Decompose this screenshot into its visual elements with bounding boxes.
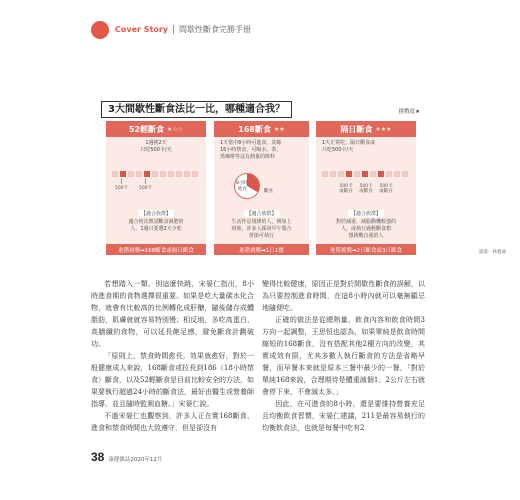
section-subtitle: 間歇性斷食完勝手冊 <box>178 25 251 34</box>
day-cell-fast <box>144 171 150 177</box>
day-cell <box>128 171 134 177</box>
fit-group-text <box>322 219 410 240</box>
calorie-annotation <box>376 184 396 194</box>
calorie-label: 500卡 <box>359 184 373 189</box>
desc-line: 只吃500卡/天 <box>140 147 172 153</box>
calorie-note: 或斷食 <box>359 189 373 194</box>
page-number: 38 <box>91 450 105 464</box>
infographic-title: 3大間歇性斷食法比一比，哪種適合我？ <box>101 101 292 118</box>
fit-line: 對於減重、減脂動機較強的 <box>335 219 396 225</box>
fit-line: 人，或執行過輕斷食想 <box>340 226 391 232</box>
day-cell <box>184 171 190 177</box>
fit-group-tag: 【適合族群】 <box>348 210 384 217</box>
day-cell <box>152 171 158 177</box>
calorie-note: 或斷食 <box>379 189 393 194</box>
day-cell <box>176 171 182 177</box>
day-cell <box>330 171 336 177</box>
day-cell <box>354 171 360 177</box>
card-header <box>106 121 206 137</box>
pie-label-eat: 8小時 <box>236 181 248 186</box>
card-footer: 進階挑戰➡2日斷食或3日斷食 <box>316 244 416 255</box>
card-header <box>316 121 416 137</box>
page-footer <box>91 450 162 464</box>
day-cell-fast <box>378 171 384 177</box>
calorie-label: 500卡 <box>339 184 353 189</box>
card-title: 隔日斷食 <box>340 124 373 134</box>
fit-group-tag: 【適合族群】 <box>243 210 279 217</box>
day-cell <box>386 171 392 177</box>
paragraph: 變得比較健康，原因正是對於間歇性斷食的誤解，以為只要控制進食時間，在這8小時內就可以毫無顧忌地隨便吃。 <box>262 280 425 312</box>
desc-line: 1週挑2天 <box>145 140 167 146</box>
calorie-label: 500卡 <box>115 186 129 191</box>
paragraph: 若想踏入一類、別這麼快跳，宋晏仁指出，8小時進食期的食物選擇很重要。如果是吃大量碳水化合物，就會有比較高的比例轉化成肝醣，隨後儲存成體脂肪，肌膚就就容易特別慢；相反地，多吃高蛋白、高膳纖的食物，可以延長飽足感，避免斷食計劃破功。 <box>91 280 254 348</box>
card-description <box>316 137 416 154</box>
paragraph: 因此，在可進食的8小時，還是要維持營養充足且均衡飲食習慣，宋晏仁建議，211是最容易執行的均衡飲食法，也就是每餐中吃有2 <box>262 400 425 432</box>
fit-line: 人，1週只要選2天少吃 <box>130 226 182 232</box>
card-description <box>106 137 206 154</box>
magazine-logo-dot <box>91 21 109 39</box>
day-scale <box>322 171 408 177</box>
fit-group-text <box>112 219 200 233</box>
card-168-fast <box>214 121 309 255</box>
day-cell <box>112 171 118 177</box>
calorie-annotation <box>336 184 356 194</box>
day-cell <box>322 171 328 177</box>
day-cell-fast <box>346 171 352 177</box>
day-cell <box>136 171 142 177</box>
desc-line: 16小時禁食，可喝水、茶、 <box>220 147 282 153</box>
paragraph: 不過宋晏仁也觀察到，許多人正在實168斷食，進食和禁食時間也大致遵守，但是卻沒有 <box>91 412 254 432</box>
desc-line: 黑咖啡等沒有熱量的飲料 <box>220 154 276 160</box>
calorie-label: 500卡 <box>139 186 153 191</box>
article-right-column <box>262 278 425 434</box>
fit-line: 班族，許多人採用早午餐合 <box>231 226 292 232</box>
annotation-line <box>121 178 122 184</box>
card-title: 52輕斷食 <box>128 124 164 134</box>
calorie-note: 或斷食 <box>339 189 353 194</box>
fit-line: 適合初次嘗試斷食減肥的 <box>128 219 184 225</box>
day-cell <box>370 171 376 177</box>
header-divider <box>173 25 174 34</box>
calorie-annotation <box>356 184 376 194</box>
pie-label-eat-sub: 進食 <box>238 187 247 192</box>
day-cell <box>338 171 344 177</box>
day-cell <box>168 171 174 177</box>
section-name: Cover Story <box>115 25 168 34</box>
infographic <box>101 101 424 261</box>
day-scale <box>112 171 198 177</box>
day-cell <box>402 171 408 177</box>
day-cell <box>394 171 400 177</box>
calorie-label: 500卡 <box>379 184 393 189</box>
day-cell <box>160 171 166 177</box>
card-header <box>214 121 309 137</box>
difficulty-legend: 挑戰度★ <box>398 109 420 115</box>
fit-line: 想挑戰自我的人 <box>348 233 384 239</box>
desc-line: 只吃500卡/天 <box>322 147 354 153</box>
difficulty-stars: ★★★ <box>375 125 392 133</box>
card-footer: 進階挑戰➡1日1餐 <box>214 244 309 255</box>
section-header <box>115 24 251 35</box>
difficulty-stars: ★★ <box>273 125 285 133</box>
fit-line: 生活作息規律的人，例如上 <box>231 219 292 225</box>
fit-group-text <box>220 219 303 240</box>
illustration-credit: 插畫：林雅涵 <box>479 250 506 255</box>
card-footer: 進階挑戰➡168斷食或隔日斷食 <box>106 244 206 255</box>
difficulty-stars: ★☆☆ <box>167 125 184 133</box>
day-cell <box>192 171 198 177</box>
card-description <box>214 137 309 161</box>
card-52-fast <box>106 121 206 255</box>
article-left-column <box>91 278 254 434</box>
paragraph: 「原則上，禁食時間愈長，效果就愈好，對於一般健康成人來說，168斷食或拉長到186（18小時禁食）斷食，以及52輕斷食是目前比較安全的方法，如果要執行超過24小時的斷食法，最好由醫生或營養師指導，並且隨時監測血糖。」宋晏仁說。 <box>91 352 254 408</box>
day-cell-fast <box>362 171 368 177</box>
day-cell-fast <box>120 171 126 177</box>
desc-line: 1天當中8小時可進食，其餘 <box>220 140 282 146</box>
paragraph: 正確的做法是從總熱量、飲食內容和飲食時間3方向一起調整，王思恒也認為，如果單純是飲食時間縮短的168斷食，沒有搭配其他2種方向的改變，其實成效有限，尤其多數人執行斷食的方法是省略早餐，而早餐本來就是原本三餐中最少的一餐，「對於單純168來說，合理期待是體重減個1、2公斤左右就會停下來，不會減太多。」 <box>262 316 425 396</box>
card-alternate-day-fast <box>316 121 416 255</box>
magazine-issue: 康健雜誌2020年12月 <box>108 457 163 463</box>
desc-line: 1天正常吃，隔日斷食或 <box>322 140 376 146</box>
fit-line: 併節可執行 <box>248 233 274 239</box>
fit-group-tag: 【適合族群】 <box>138 210 174 217</box>
card-title: 168斷食 <box>238 124 271 134</box>
annotation-line <box>145 178 146 184</box>
pie-label-fast: 斷食 <box>264 189 273 194</box>
